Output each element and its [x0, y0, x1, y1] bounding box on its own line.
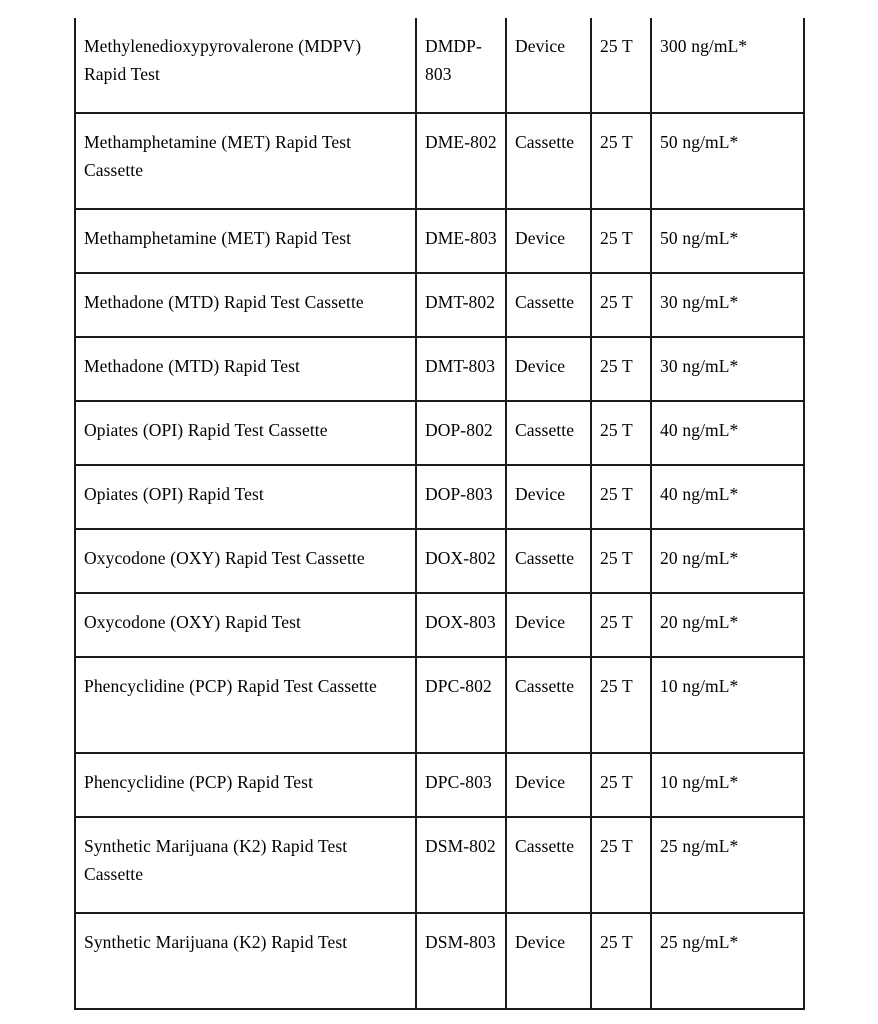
cell-cutoff: 30 ng/mL*: [651, 273, 804, 337]
product-table-container: [74, 18, 803, 1010]
cell-name: Oxycodone (OXY) Rapid Test: [75, 593, 416, 657]
cell-name: Opiates (OPI) Rapid Test Cassette: [75, 401, 416, 465]
cell-cutoff: 30 ng/mL*: [651, 337, 804, 401]
cell-name: Methamphetamine (MET) Rapid Test: [75, 209, 416, 273]
cell-name: Phencyclidine (PCP) Rapid Test Cassette: [75, 657, 416, 753]
cell-pack: 25 T: [591, 113, 651, 209]
cell-code: DPC-802: [416, 657, 506, 753]
table-row[interactable]: [75, 657, 804, 753]
cell-pack: 25 T: [591, 529, 651, 593]
cell-code: DMT-802: [416, 273, 506, 337]
cell-cutoff: 20 ng/mL*: [651, 529, 804, 593]
cell-cutoff: 40 ng/mL*: [651, 401, 804, 465]
cell-pack: 25 T: [591, 913, 651, 1009]
cell-cutoff: 10 ng/mL*: [651, 657, 804, 753]
cell-format: Device: [506, 209, 591, 273]
cell-cutoff: 10 ng/mL*: [651, 753, 804, 817]
product-specification-table: [74, 18, 805, 1010]
cell-code: DPC-803: [416, 753, 506, 817]
cell-code: DOX-802: [416, 529, 506, 593]
cell-format: Cassette: [506, 273, 591, 337]
cell-cutoff: 25 ng/mL*: [651, 913, 804, 1009]
cell-cutoff: 50 ng/mL*: [651, 209, 804, 273]
cell-format: Device: [506, 593, 591, 657]
table-row[interactable]: [75, 209, 804, 273]
cell-pack: 25 T: [591, 817, 651, 913]
cell-format: Device: [506, 913, 591, 1009]
cell-code: DME-802: [416, 113, 506, 209]
table-row[interactable]: [75, 113, 804, 209]
cell-name: Methadone (MTD) Rapid Test Cassette: [75, 273, 416, 337]
table-row[interactable]: [75, 18, 804, 113]
table-row[interactable]: [75, 593, 804, 657]
cell-pack: 25 T: [591, 753, 651, 817]
cell-code: DSM-802: [416, 817, 506, 913]
cell-name: Phencyclidine (PCP) Rapid Test: [75, 753, 416, 817]
cell-name: Synthetic Marijuana (K2) Rapid Test: [75, 913, 416, 1009]
cell-name: Oxycodone (OXY) Rapid Test Cassette: [75, 529, 416, 593]
cell-code: DME-803: [416, 209, 506, 273]
cell-cutoff: 40 ng/mL*: [651, 465, 804, 529]
table-row[interactable]: [75, 913, 804, 1009]
cell-pack: 25 T: [591, 18, 651, 113]
cell-code: DSM-803: [416, 913, 506, 1009]
table-row[interactable]: [75, 465, 804, 529]
cell-code: DOP-802: [416, 401, 506, 465]
cell-format: Cassette: [506, 113, 591, 209]
cell-cutoff: 300 ng/mL*: [651, 18, 804, 113]
cell-format: Device: [506, 18, 591, 113]
table-row[interactable]: [75, 273, 804, 337]
cell-name: Synthetic Marijuana (K2) Rapid Test Cassette: [75, 817, 416, 913]
cell-pack: 25 T: [591, 209, 651, 273]
cell-cutoff: 20 ng/mL*: [651, 593, 804, 657]
cell-format: Device: [506, 337, 591, 401]
cell-pack: 25 T: [591, 273, 651, 337]
cell-name: Methamphetamine (MET) Rapid Test Cassette: [75, 113, 416, 209]
cell-format: Cassette: [506, 401, 591, 465]
cell-pack: 25 T: [591, 657, 651, 753]
cell-name: Opiates (OPI) Rapid Test: [75, 465, 416, 529]
cell-pack: 25 T: [591, 465, 651, 529]
table-row[interactable]: [75, 753, 804, 817]
cell-cutoff: 25 ng/mL*: [651, 817, 804, 913]
cell-code: DOX-803: [416, 593, 506, 657]
cell-format: Device: [506, 753, 591, 817]
cell-pack: 25 T: [591, 401, 651, 465]
table-row[interactable]: [75, 529, 804, 593]
cell-format: Cassette: [506, 657, 591, 753]
cell-code: DMT-803: [416, 337, 506, 401]
table-row[interactable]: [75, 337, 804, 401]
cell-cutoff: 50 ng/mL*: [651, 113, 804, 209]
cell-name: Methylenedioxypyrovalerone (MDPV) Rapid Test: [75, 18, 416, 113]
cell-format: Cassette: [506, 529, 591, 593]
cell-pack: 25 T: [591, 593, 651, 657]
table-row[interactable]: [75, 817, 804, 913]
table-body: [75, 18, 804, 1009]
cell-format: Device: [506, 465, 591, 529]
cell-format: Cassette: [506, 817, 591, 913]
cell-code: DMDP-803: [416, 18, 506, 113]
cell-code: DOP-803: [416, 465, 506, 529]
cell-name: Methadone (MTD) Rapid Test: [75, 337, 416, 401]
table-row[interactable]: [75, 401, 804, 465]
cell-pack: 25 T: [591, 337, 651, 401]
